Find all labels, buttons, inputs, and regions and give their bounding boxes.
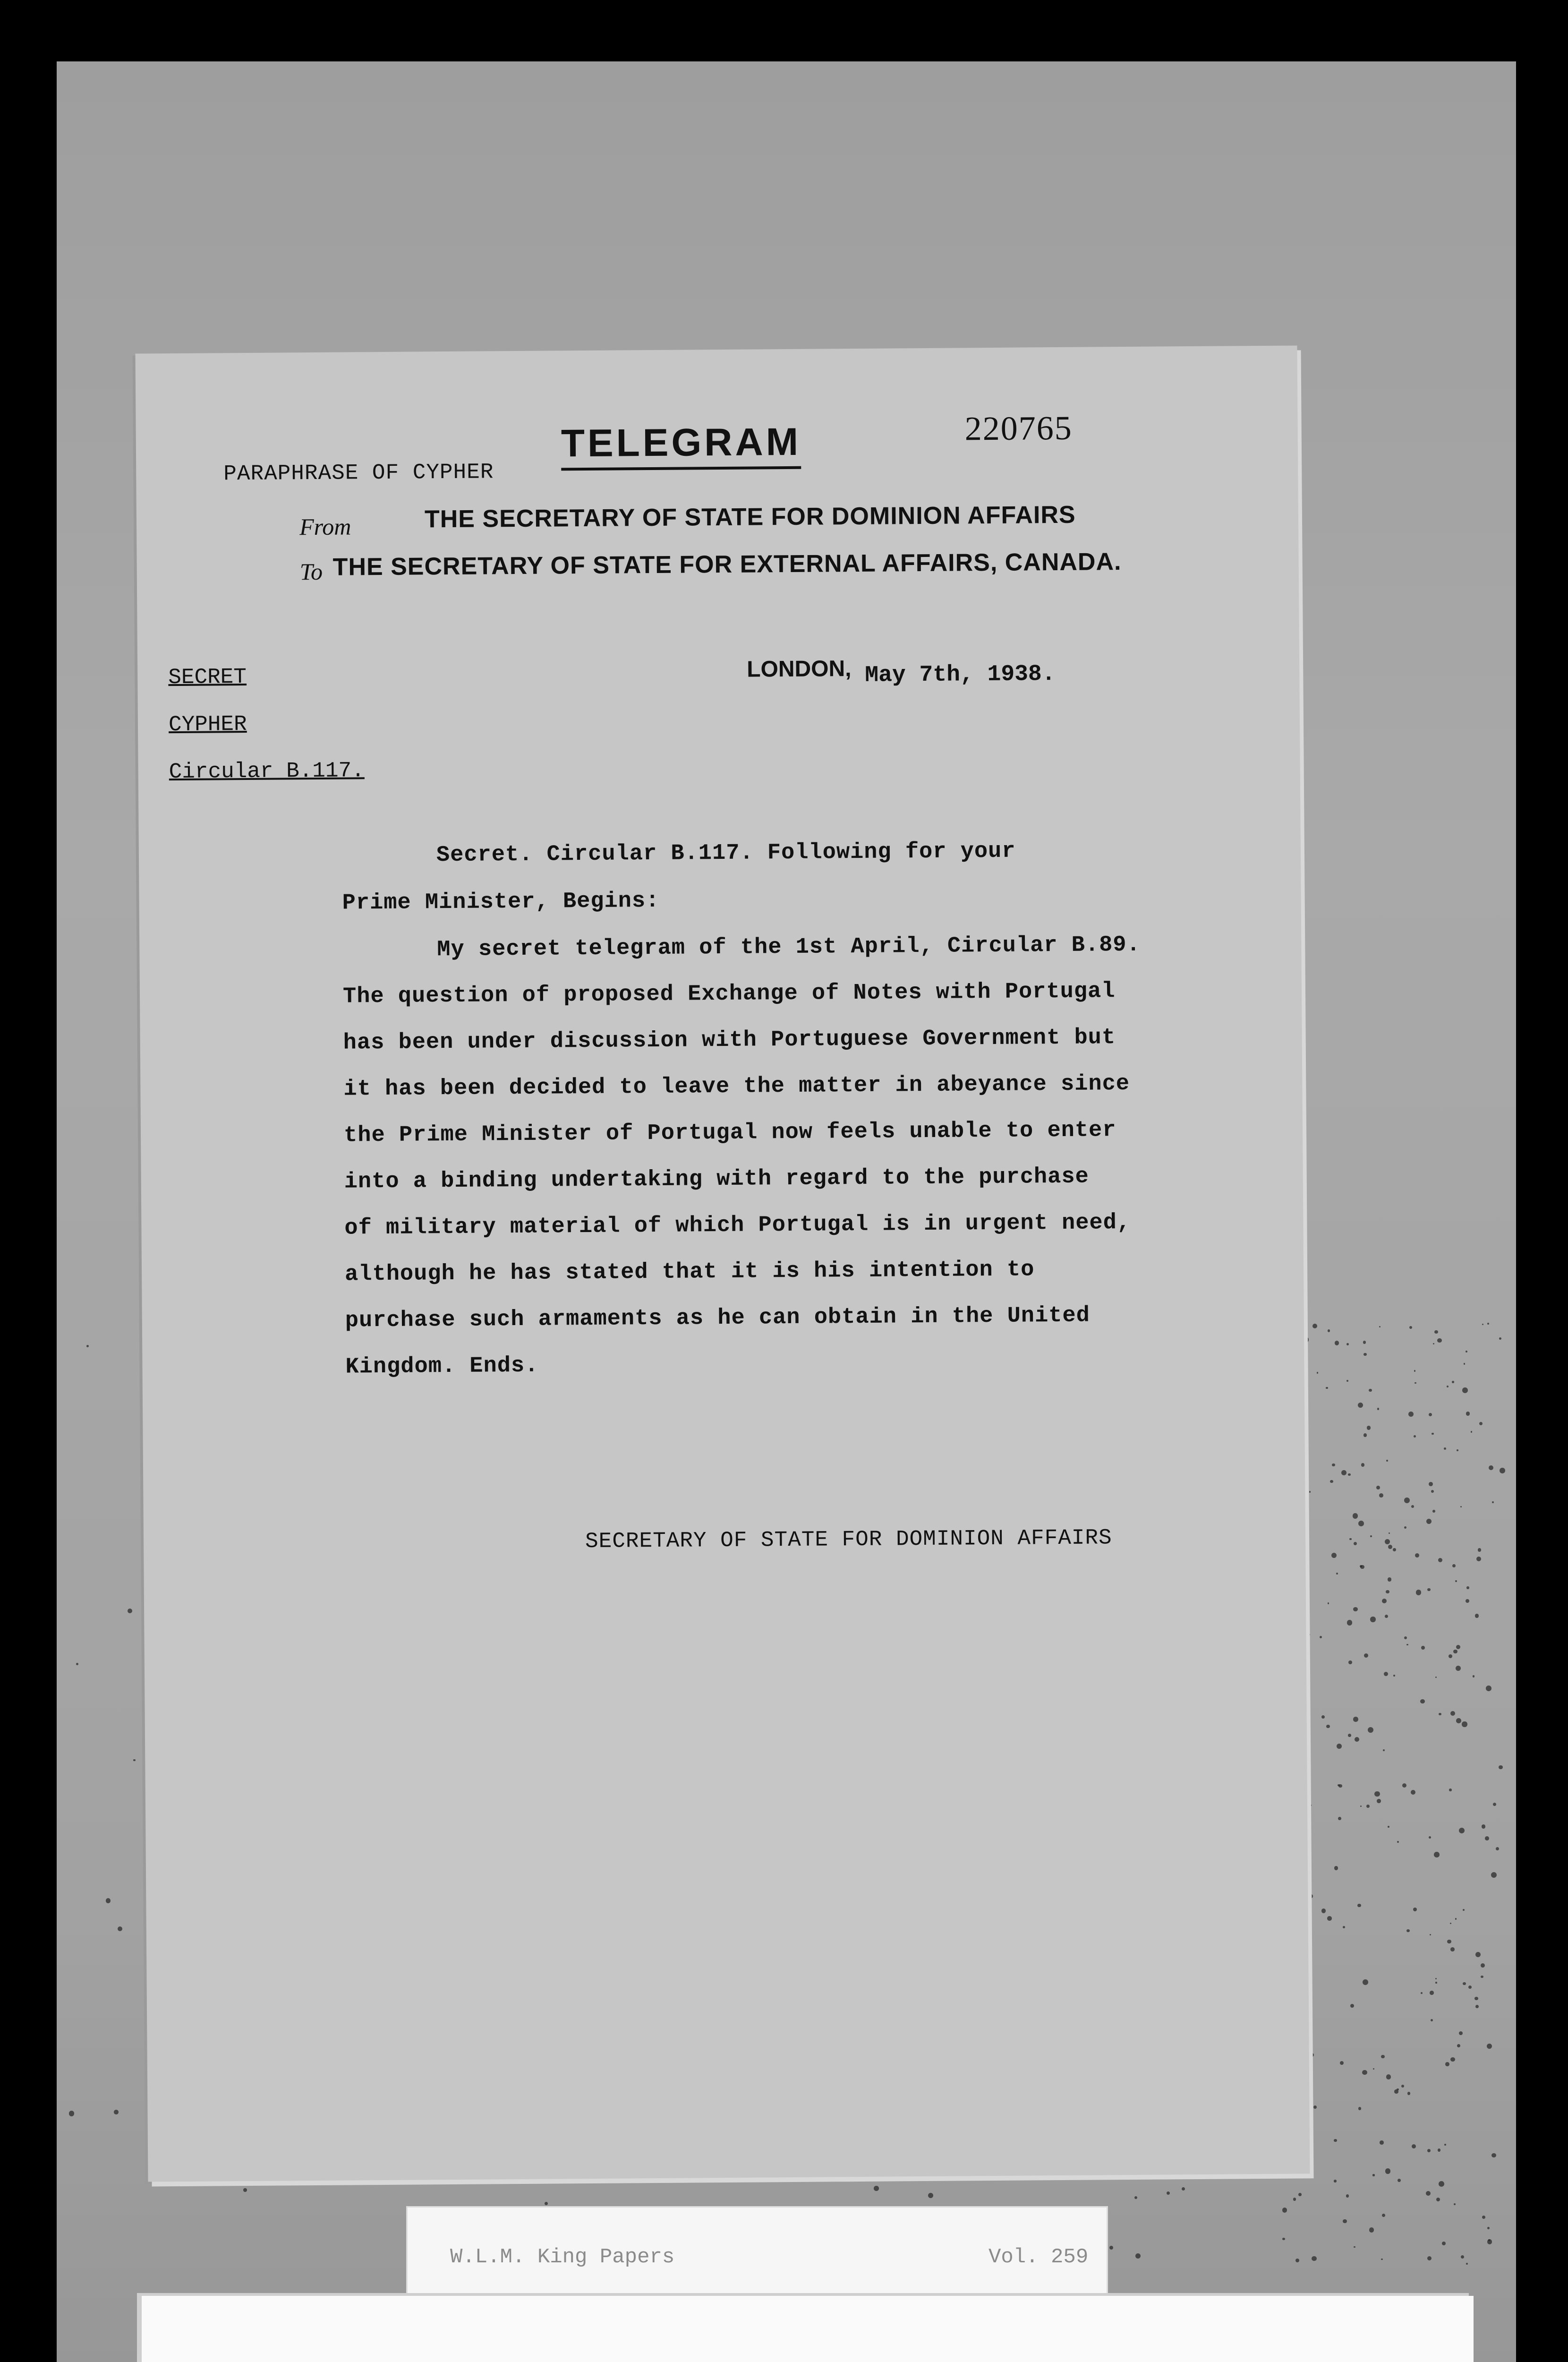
speck: [1486, 1686, 1491, 1691]
speck: [1397, 2088, 1398, 2090]
speck: [1346, 2194, 1349, 2197]
speck: [1293, 2198, 1296, 2200]
speck: [1449, 1654, 1452, 1658]
speck: [1388, 1826, 1389, 1828]
speck: [1415, 1382, 1416, 1384]
speck: [1481, 1963, 1485, 1968]
speck: [1429, 1413, 1432, 1416]
document-title: TELEGRAM: [561, 420, 801, 471]
speck: [1430, 1991, 1433, 1994]
speck: [1481, 1976, 1483, 1978]
speck: [1474, 1997, 1478, 2001]
speck: [1310, 1894, 1313, 1898]
speck: [1456, 1718, 1461, 1723]
speck: [1335, 1341, 1339, 1345]
speck: [1334, 2139, 1337, 2142]
document-number: 220765: [964, 409, 1073, 448]
speck: [1374, 1791, 1380, 1797]
speck: [1309, 1491, 1311, 1493]
speck: [133, 1759, 136, 1762]
body-line: Secret. Circular B.117. Following for your: [436, 839, 1016, 868]
speck: [1317, 1372, 1319, 1374]
speck: [1427, 2149, 1431, 2152]
speck: [1336, 1573, 1338, 1575]
speck: [1487, 2239, 1492, 2244]
speck: [1312, 2256, 1316, 2261]
speck: [1358, 1521, 1364, 1526]
speck: [1377, 1408, 1379, 1410]
to-label: To: [299, 558, 323, 585]
speck: [1427, 2256, 1432, 2260]
speck: [1439, 1713, 1441, 1716]
speck: [1455, 1918, 1457, 1920]
speck: [1368, 1727, 1373, 1733]
volume-number: Vol. 259: [989, 2245, 1089, 2269]
to-value: THE SECRETARY OF STATE FOR EXTERNAL AFFAIRS, CANADA.: [332, 548, 1122, 581]
speck: [1346, 1343, 1349, 1345]
speck: [1439, 2181, 1444, 2187]
speck: [1364, 1653, 1368, 1658]
reference-label: [406, 2206, 1108, 2303]
speck: [400, 2181, 402, 2183]
body-line: Kingdom. Ends.: [345, 1353, 539, 1380]
speck: [1462, 1721, 1467, 1727]
speck: [1438, 2148, 1440, 2151]
speck: [1444, 1447, 1446, 1450]
speck: [1478, 1548, 1482, 1552]
speck: [1353, 1513, 1358, 1518]
speck: [1310, 1955, 1312, 1957]
body-line: the Prime Minister of Portugal now feels unable to enter: [343, 1118, 1116, 1148]
speck: [1466, 1599, 1469, 1603]
place: LONDON,: [747, 656, 852, 682]
speck: [1353, 1717, 1358, 1721]
speck: [1414, 1370, 1415, 1371]
speck: [1402, 1783, 1406, 1788]
speck: [1450, 1947, 1455, 1951]
speck: [1487, 2227, 1490, 2229]
speck: [1135, 2253, 1141, 2259]
speck: [1348, 1734, 1351, 1737]
speck: [1491, 2153, 1496, 2158]
speck: [106, 1898, 111, 1903]
speck: [1496, 1847, 1499, 1850]
speck: [1304, 1333, 1307, 1336]
speck: [1370, 1535, 1372, 1537]
classification-cypher: CYPHER: [168, 712, 247, 737]
speck: [1406, 1644, 1408, 1645]
speck: [1452, 1381, 1454, 1383]
speck: [243, 2188, 247, 2192]
speck: [1431, 1490, 1434, 1493]
speck: [1457, 1449, 1458, 1451]
speck: [1450, 2057, 1455, 2062]
speck: [1432, 1433, 1433, 1435]
speck: [1334, 1866, 1338, 1870]
classification-secret: SECRET: [168, 665, 247, 690]
speck: [1341, 1470, 1346, 1475]
speck: [1328, 1602, 1329, 1604]
speck: [1500, 1468, 1505, 1473]
speck: [1358, 1403, 1363, 1408]
from-label: From: [299, 513, 351, 540]
speck: [1384, 1672, 1388, 1676]
speck: [1347, 1620, 1353, 1626]
speck: [1466, 1586, 1469, 1589]
speck: [1310, 2053, 1314, 2057]
signature: SECRETARY OF STATE FOR DOMINION AFFAIRS: [585, 1525, 1112, 1554]
speck: [1282, 2238, 1285, 2240]
speck: [1332, 1463, 1335, 1467]
body-line: has been under discussion with Portuguese Government but: [343, 1025, 1116, 1056]
speck: [118, 1926, 122, 1931]
speck: [1370, 1617, 1375, 1622]
body-line: although he has stated that it is his intention to: [344, 1257, 1035, 1287]
speck: [1479, 1422, 1483, 1425]
speck: [1445, 2062, 1449, 2066]
speck: [1360, 1565, 1364, 1569]
speck: [1312, 1324, 1317, 1328]
body-line: purchase such armaments as he can obtain in the United: [345, 1303, 1091, 1334]
speck: [1353, 1607, 1358, 1612]
speck: [1357, 1904, 1361, 1907]
speck: [1321, 1908, 1326, 1913]
speck: [1499, 1765, 1503, 1770]
speck: [1466, 1351, 1467, 1352]
speck: [1346, 1380, 1348, 1382]
speck: [874, 2186, 879, 2191]
speck: [1377, 1799, 1381, 1803]
speck: [1450, 1711, 1455, 1716]
speck: [1449, 1789, 1452, 1791]
speck: [1109, 2246, 1113, 2250]
speck: [1334, 2180, 1336, 2182]
speck: [1167, 2191, 1170, 2195]
speck: [1338, 1784, 1339, 1786]
speck: [1369, 2227, 1374, 2232]
speck: [1326, 1387, 1328, 1389]
speck: [1464, 1363, 1465, 1364]
speck: [1435, 1677, 1437, 1678]
speck: [1406, 1929, 1410, 1933]
speck: [1463, 1982, 1466, 1985]
speck: [1282, 2208, 1287, 2213]
speck: [1404, 1498, 1410, 1503]
speck: [1432, 1510, 1435, 1513]
date: May 7th, 1938.: [865, 661, 1056, 688]
speck: [1327, 1916, 1332, 1921]
speck: [1326, 1725, 1329, 1728]
speck: [1338, 1817, 1341, 1820]
paraphrase-label: PARAPHRASE OF CYPHER: [223, 460, 494, 487]
speck: [1380, 2140, 1384, 2145]
speck: [1408, 1412, 1414, 1417]
speck: [1361, 1463, 1364, 1466]
speck: [1411, 1505, 1414, 1508]
speck: [1491, 1872, 1497, 1878]
speck: [1382, 1599, 1387, 1603]
speck: [1393, 1675, 1395, 1677]
from-value: THE SECRETARY OF STATE FOR DOMINION AFFAIRS: [424, 501, 1076, 533]
speck: [1393, 1548, 1396, 1551]
speck: [1340, 2061, 1344, 2065]
speck: [1379, 1493, 1383, 1498]
speck: [1388, 1577, 1391, 1581]
speck: [1456, 1645, 1460, 1649]
speck: [1434, 1852, 1440, 1857]
body-line: My secret telegram of the 1st April, Circular B.89.: [437, 932, 1141, 963]
speck: [1381, 2259, 1382, 2260]
body-line: into a binding undertaking with regard to the purchase: [344, 1164, 1089, 1195]
speck: [1471, 1431, 1472, 1432]
body-line: it has been decided to leave the matter in abeyance since: [343, 1071, 1130, 1102]
classification-circular: Circular B.117.: [169, 758, 365, 785]
speck: [1447, 1940, 1451, 1943]
archive-card: [142, 2296, 1474, 2362]
speck: [1385, 1615, 1388, 1618]
speck: [1330, 1480, 1333, 1483]
speck: [1348, 1473, 1350, 1476]
speck: [1381, 2055, 1384, 2058]
collection-name: W.L.M. King Papers: [450, 2245, 675, 2269]
speck: [1434, 1330, 1438, 1334]
body-line: The question of proposed Exchange of Notes with Portugal: [342, 979, 1116, 1010]
speck: [1369, 1389, 1372, 1392]
speck: [1385, 2168, 1391, 2174]
speck: [1489, 1465, 1493, 1470]
speck: [114, 2110, 119, 2114]
speck: [1354, 2246, 1355, 2248]
speck: [1416, 1590, 1421, 1595]
telegram-sheet: [136, 345, 1310, 2182]
speck: [1426, 2191, 1431, 2196]
body-line: Prime Minister, Begins:: [342, 888, 660, 916]
speck: [1367, 1426, 1371, 1430]
speck: [1466, 1412, 1470, 1416]
speck: [1429, 1482, 1433, 1486]
speck: [1372, 2174, 1374, 2176]
speck: [1435, 1982, 1437, 1983]
speck: [1363, 1979, 1368, 1985]
speck: [1362, 2070, 1367, 2075]
speck: [1473, 1675, 1474, 1677]
body-line: of military material of which Portugal is in urgent need,: [344, 1210, 1131, 1241]
